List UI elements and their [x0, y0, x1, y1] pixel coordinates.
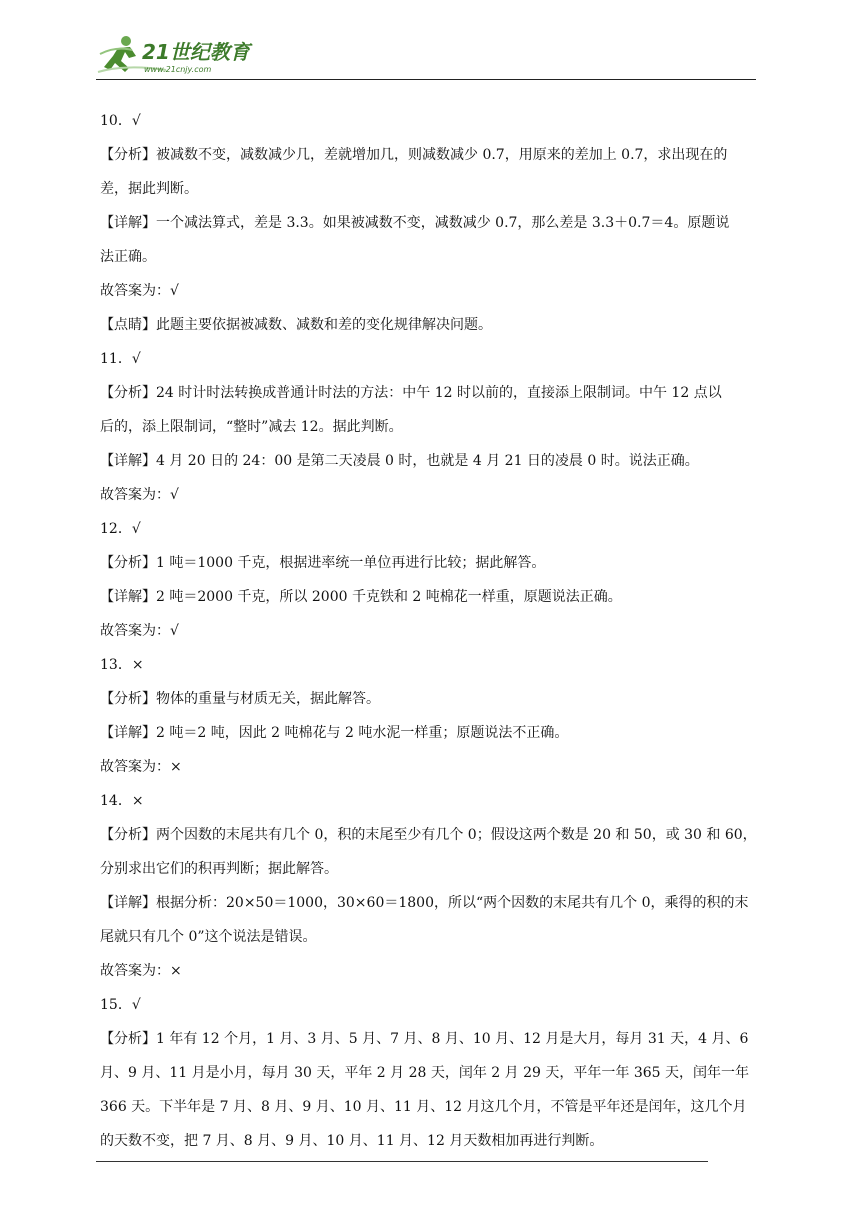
svg-text:21世纪教育: 21世纪教育: [142, 40, 250, 64]
answer-number: 12．√: [100, 521, 141, 537]
explanation-line: 月、9 月、11 月是小月，每月 30 天，平年 2 月 28 天，闰年 2 月 29 天，平年一年 365 天，闰年一年: [100, 1065, 750, 1081]
explanation-line: 【详解】一个减法算式，差是 3.3。如果被减数不变，减数减少 0.7，那么差是 3.3＋0.7＝4。原题说: [100, 215, 730, 231]
explanation-line: 【分析】1 年有 12 个月，1 月、3 月、5 月、7 月、8 月、10 月、12 月是大月，每月 31 天，4 月、6: [100, 1031, 749, 1047]
answer-block: [100, 104, 768, 342]
answer-number: 10．√: [100, 113, 141, 129]
svg-text:www.21cnjy.com: www.21cnjy.com: [144, 65, 212, 74]
header-divider: [96, 79, 756, 80]
page-header: [96, 34, 756, 80]
explanation-line: 【分析】被减数不变，减数减少几，差就增加几，则减数减少 0.7，用原来的差加上 0.7，求出现在的: [100, 147, 728, 163]
answer-number: 13．×: [100, 657, 144, 673]
explanation-line: 故答案为：√: [100, 623, 179, 639]
explanation-line: 366 天。下半年是 7 月、8 月、9 月、10 月、11 月、12 月这几个月，不管是平年还是闰年，这几个月: [100, 1099, 747, 1115]
answer-block: [100, 988, 768, 1158]
answer-analysis-body: [100, 104, 768, 1158]
explanation-line: 【分析】1 吨＝1000 千克，根据进率统一单位再进行比较；据此解答。: [100, 555, 546, 571]
explanation-line: 【详解】根据分析：20×50＝1000，30×60＝1800，所以“两个因数的末尾共有几个 0，乘得的积的末: [100, 895, 749, 911]
explanation-line: 的天数不变，把 7 月、8 月、9 月、10 月、11 月、12 月天数相加再进行判断。: [100, 1133, 604, 1149]
explanation-line: 【分析】24 时计时法转换成普通计时法的方法：中午 12 时以前的，直接添上限制词。中午 12 点以: [100, 385, 722, 401]
explanation-line: 后的，添上限制词，“整时”减去 12。据此判断。: [100, 419, 403, 435]
explanation-line: 分别求出它们的积再判断；据此解答。: [100, 861, 338, 877]
answer-number: 11．√: [100, 351, 141, 367]
explanation-line: 【详解】2 吨＝2 吨，因此 2 吨棉花与 2 吨水泥一样重；原题说法不正确。: [100, 725, 569, 741]
answer-number: 14．×: [100, 793, 144, 809]
explanation-line: 差，据此判断。: [100, 181, 198, 197]
explanation-line: 故答案为：×: [100, 963, 182, 979]
answer-block: [100, 342, 768, 512]
explanation-line: 法正确。: [100, 249, 156, 265]
answer-block: [100, 648, 768, 784]
answer-block: [100, 784, 768, 988]
explanation-line: 【点睛】此题主要依据被减数、减数和差的变化规律解决问题。: [100, 317, 492, 333]
explanation-line: 故答案为：×: [100, 759, 182, 775]
footer-divider: [96, 1161, 708, 1162]
explanation-line: 故答案为：√: [100, 283, 179, 299]
answer-block: [100, 512, 768, 648]
answer-number: 15．√: [100, 997, 141, 1013]
explanation-line: 【分析】两个因数的末尾共有几个 0，积的末尾至少有几个 0；假设这两个数是 20 和 50，或 30 和 60，: [100, 827, 757, 843]
explanation-line: 【详解】2 吨＝2000 千克，所以 2000 千克铁和 2 吨棉花一样重，原题说法正确。: [100, 589, 622, 605]
explanation-line: 【详解】4 月 20 日的 24：00 是第二天凌晨 0 时，也就是 4 月 21 日的凌晨 0 时。说法正确。: [100, 453, 699, 469]
explanation-line: 尾就只有几个 0”这个说法是错误。: [100, 929, 317, 945]
explanation-line: 故答案为：√: [100, 487, 179, 503]
explanation-line: 【分析】物体的重量与材质无关，据此解答。: [100, 691, 380, 707]
site-logo: [96, 34, 266, 76]
